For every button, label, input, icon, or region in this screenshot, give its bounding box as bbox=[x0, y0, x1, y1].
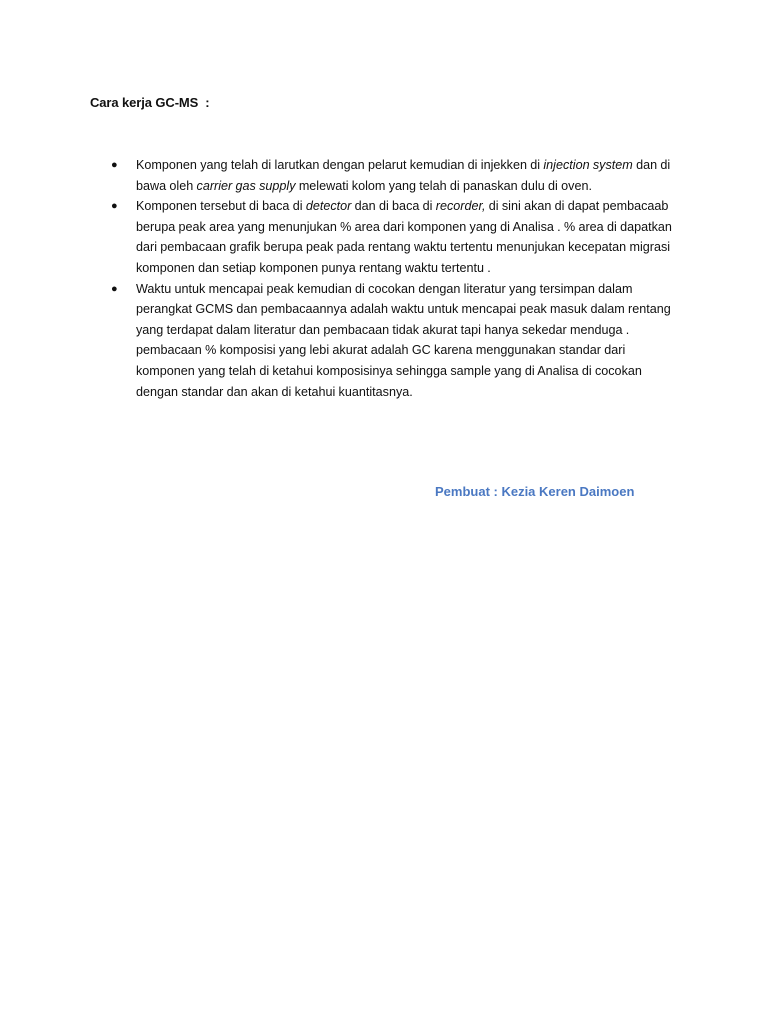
text-segment: Komponen yang telah di larutkan dengan pelarut kemudian di injekken di bbox=[136, 158, 544, 172]
bullet-item-3 bbox=[107, 279, 677, 403]
text-segment: dan di baca di bbox=[351, 199, 436, 214]
author-credit: Pembuat : Kezia Keren Daimoen bbox=[435, 484, 635, 499]
text-segment: Komponen tersebut di baca di bbox=[136, 199, 306, 214]
text-segment: melewati kolom yang telah di panaskan dulu di oven. bbox=[295, 178, 592, 193]
bullet-dot-icon: ● bbox=[111, 200, 118, 213]
italic-term: recorder, bbox=[435, 199, 486, 214]
bullet-dot-icon: ● bbox=[111, 159, 118, 171]
bullet-dot-icon: ● bbox=[111, 282, 118, 295]
bullet-item-2 bbox=[107, 196, 677, 278]
italic-term: injection system bbox=[543, 158, 633, 172]
bullet-text-1 bbox=[136, 155, 677, 196]
bullet-text-2 bbox=[136, 196, 677, 278]
italic-term: detector bbox=[305, 199, 352, 214]
bullet-list bbox=[107, 155, 677, 402]
bullet-text-3 bbox=[136, 279, 677, 403]
italic-term: carrier gas supply bbox=[196, 178, 296, 193]
bullet-item-1 bbox=[107, 155, 677, 196]
document-title: Cara kerja GC-MS : bbox=[90, 95, 210, 110]
text-segment: Waktu untuk mencapai peak kemudian di cocokan dengan literatur yang tersimpan dalam perangkat GCMS dan pembacaannya adalah waktu untuk mencapai peak masuk dalam rentang yang terdapat dalam literatur dan pembacaan tidak akurat tapi hanya sekedar menduga . pembacaan % komposisi yang lebi akurat adalah GC karena menggunakan standar dari komponen yang telah di ketahui komposisinya sehingga sample yang di Analisa di cocokan dengan standar dan akan di ketahui kuantitasnya. bbox=[136, 281, 671, 399]
text-segment: di sini akan di dapat pembacaab berupa peak area yang menunjukan % area dari komponen yang di Analisa . % area di dapatkan dari pembacaan grafik berupa peak pada rentang waktu tertentu menunjukan kecepatan migrasi komponen dan setiap komponen punya rentang waktu tertentu . bbox=[136, 199, 672, 275]
text-segment: dan di bawa oleh bbox=[136, 158, 671, 193]
